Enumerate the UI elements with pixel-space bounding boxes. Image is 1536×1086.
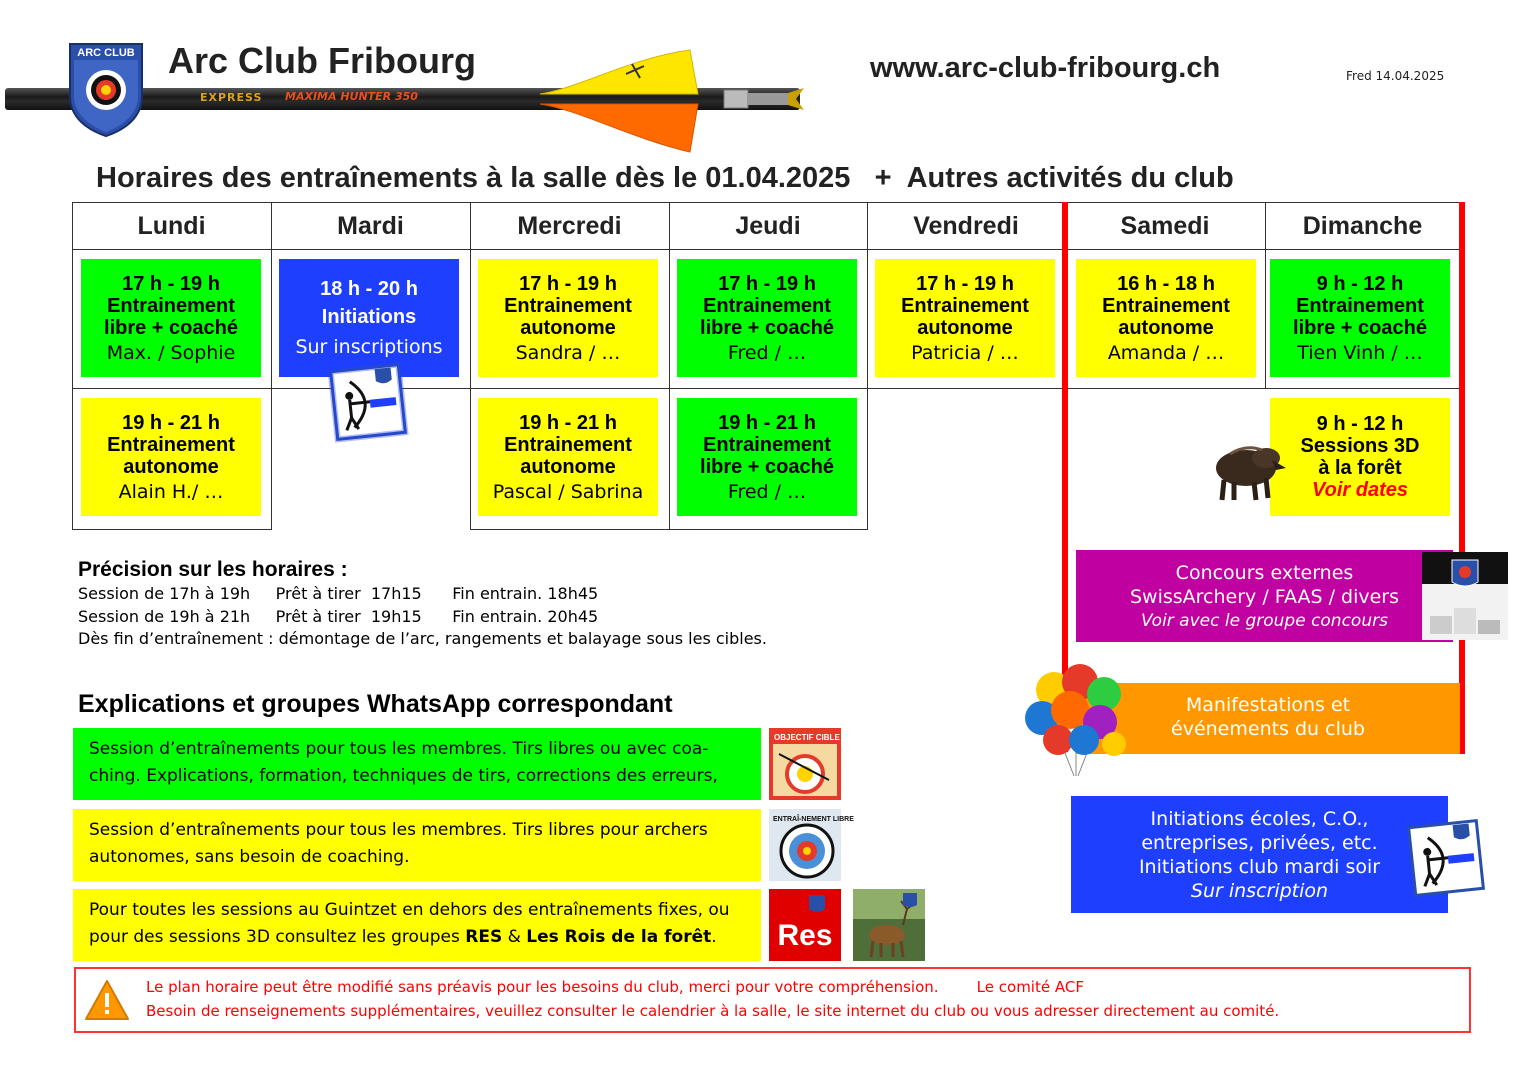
session-card-vendredi-1[interactable] (875, 259, 1055, 377)
session-person: Tien Vinh / … (1297, 341, 1423, 364)
day-header-mercredi: Mercredi (517, 211, 622, 240)
res-group-icon[interactable] (769, 889, 841, 961)
session-person: Fred / … (727, 341, 807, 364)
session-card-dimanche-1[interactable] (1270, 259, 1450, 377)
session-card-jeudi-2[interactable] (677, 398, 857, 516)
podium-icon (1422, 552, 1508, 640)
author-date: Fred 14.04.2025 (1346, 69, 1445, 83)
session-activity: Entrainement (504, 294, 632, 317)
session-time: 17 h - 19 h (718, 272, 816, 295)
session-person: Fred / … (727, 480, 807, 503)
session-activity: autonome (520, 316, 616, 339)
session-card-dimanche-2[interactable] (1270, 398, 1450, 516)
manifestations-box[interactable] (1076, 683, 1460, 754)
manif-line-2: événements du club (1171, 718, 1365, 740)
orange-vane-icon (540, 102, 700, 154)
day-header-vendredi: Vendredi (913, 211, 1019, 240)
session-time: 17 h - 19 h (916, 272, 1014, 295)
schedule-grid (72, 202, 1468, 530)
session-person: Alain H./ … (118, 480, 224, 503)
day-header-jeudi: Jeudi (735, 211, 801, 240)
amp-text: & (502, 927, 527, 947)
balloons-icon (1020, 660, 1132, 778)
session-time: 19 h - 21 h (519, 411, 617, 434)
precision-line-1: Session de 17h à 19h Prêt à tirer 17h15 Fin entrain. 18h45 (78, 584, 599, 603)
session-card-mercredi-1[interactable] (478, 259, 658, 377)
session-activity: à la forêt (1318, 457, 1402, 479)
logo-text: ARC CLUB (77, 47, 135, 59)
icon-label: ENTRAÎ-NEMENT LIBRE (773, 816, 854, 823)
icon-label: Res (777, 919, 833, 952)
session-person: Max. / Sophie (106, 341, 236, 364)
session-person: Sandra / … (515, 341, 621, 364)
website-link[interactable]: www.arc-club-fribourg.ch (870, 52, 1221, 84)
concours-line-1: Concours externes (1175, 562, 1354, 584)
session-activity: autonome (1118, 316, 1214, 339)
session-card-jeudi-1[interactable] (677, 259, 857, 377)
explanations-title: Explications et groupes WhatsApp correspondant (78, 690, 673, 718)
weekend-divider-right (1459, 202, 1465, 754)
session-activity: Sessions 3D (1300, 435, 1420, 457)
objectif-cible-group-icon[interactable] (769, 728, 841, 800)
session-time: 9 h - 12 h (1316, 272, 1404, 295)
club-logo-shield (66, 38, 146, 138)
session-time: 17 h - 19 h (519, 272, 617, 295)
explain-box-coached (73, 728, 761, 800)
res-group-label: RES (465, 927, 503, 947)
manif-line-1: Manifestations et (1185, 694, 1351, 716)
session-time: 18 h - 20 h (320, 278, 418, 300)
explain-box-autonomous (73, 809, 761, 881)
session-activity: Entrainement (703, 433, 831, 456)
explain-text-autonomous: Session d’entraînements pour tous les membres. Tirs libres pour archers autonomes, sans besoin de coaching. (89, 820, 708, 867)
session-time: 17 h - 19 h (122, 272, 220, 295)
explain-box-other (73, 889, 761, 961)
archer-initiation-icon-2 (1408, 820, 1484, 896)
day-header-dimanche: Dimanche (1302, 211, 1423, 240)
session-activity: Entrainement (1102, 294, 1230, 317)
session-person: Pascal / Sabrina (492, 480, 644, 503)
session-person: Amanda / … (1107, 341, 1225, 364)
session-person: Patricia / … (911, 341, 1019, 364)
session-card-mardi-1[interactable] (279, 259, 459, 377)
session-activity: libre + coaché (700, 316, 834, 339)
notice-box (74, 967, 1471, 1033)
arrow-nock-icon (724, 86, 804, 112)
rois-de-la-foret-group-icon[interactable] (853, 889, 925, 961)
voir-dates-link[interactable]: Voir dates (1312, 479, 1408, 501)
arrow-brand-label: EXPRESS (200, 91, 263, 104)
precision-line-2: Session de 19h à 21h Prêt à tirer 19h15 Fin entrain. 20h45 (78, 607, 599, 626)
icon-label: OBJECTIF CIBLE (774, 733, 840, 742)
explain-text-coached: Session d’entraînements pour tous les membres. Tirs libres ou avec coa-ching. Explications, formation, techniques de tirs, corrections des erreurs, (89, 739, 718, 786)
init-line-4: Sur inscription (1190, 880, 1329, 902)
precision-title: Précision sur les horaires : (78, 558, 348, 581)
entrainement-libre-group-icon[interactable] (769, 809, 854, 881)
session-time: 19 h - 21 h (122, 411, 220, 434)
session-activity: Entrainement (901, 294, 1029, 317)
init-line-2: entreprises, privées, etc. (1141, 832, 1378, 854)
session-activity: Entrainement (504, 433, 632, 456)
archer-initiation-icon (330, 364, 406, 440)
boar-target-icon (1210, 434, 1286, 504)
session-activity: Initiations (321, 306, 417, 328)
day-header-lundi: Lundi (137, 211, 206, 240)
session-time: 9 h - 12 h (1316, 413, 1404, 435)
session-activity: libre + coaché (700, 455, 834, 478)
warning-icon (84, 979, 130, 1021)
concours-externes-box[interactable] (1076, 550, 1453, 642)
session-person: Sur inscriptions (295, 336, 443, 358)
session-activity: autonome (917, 316, 1013, 339)
session-activity: Entrainement (1296, 294, 1424, 317)
concours-line-2: SwissArchery / FAAS / divers (1129, 586, 1399, 608)
period-text: . (711, 927, 717, 947)
session-activity: autonome (123, 455, 219, 478)
precision-line-3: Dès fin d’entraînement : démontage de l’arc, rangements et balayage sous les cibles. (78, 629, 767, 648)
day-header-mardi: Mardi (337, 211, 404, 240)
day-header-samedi: Samedi (1120, 211, 1210, 240)
session-card-lundi-2[interactable] (81, 398, 261, 516)
session-activity: libre + coaché (1293, 316, 1427, 339)
notice-line-1: Le plan horaire peut être modifié sans préavis pour les besoins du club, merci pour votre compréhension. Le comité ACF (146, 978, 1084, 996)
session-activity: libre + coaché (104, 316, 238, 339)
rois-group-label: Les Rois de la forêt (526, 927, 712, 947)
explain-text-other: Pour toutes les sessions au Guintzet en dehors des entraînements fixes, ou pour des sessions 3D consultez les groupes (89, 900, 730, 947)
page-title: Horaires des entraînements à la salle dès le 01.04.2025 + Autres activités du club (96, 162, 1234, 194)
notice-line-2: Besoin de renseignements supplémentaires, veuillez consulter le calendrier à la salle, le site internet du club ou vous adresser directement au comité. (146, 1002, 1280, 1020)
session-time: 16 h - 18 h (1117, 272, 1215, 295)
session-activity: Entrainement (107, 433, 235, 456)
club-title: Arc Club Fribourg (168, 40, 476, 81)
initiations-box[interactable] (1071, 796, 1448, 913)
session-card-mercredi-2[interactable] (478, 398, 658, 516)
session-activity: autonome (520, 455, 616, 478)
arrow-model-label: MAXIMA HUNTER 350 (285, 90, 418, 103)
session-card-samedi-1[interactable] (1076, 259, 1256, 377)
yellow-vane-icon (540, 48, 700, 96)
init-line-1: Initiations écoles, C.O., (1150, 808, 1369, 830)
init-line-3: Initiations club mardi soir (1138, 856, 1381, 878)
concours-line-3: Voir avec le groupe concours (1141, 611, 1388, 631)
session-activity: Entrainement (703, 294, 831, 317)
session-activity: Entrainement (107, 294, 235, 317)
session-card-lundi-1[interactable] (81, 259, 261, 377)
session-time: 19 h - 21 h (718, 411, 816, 434)
